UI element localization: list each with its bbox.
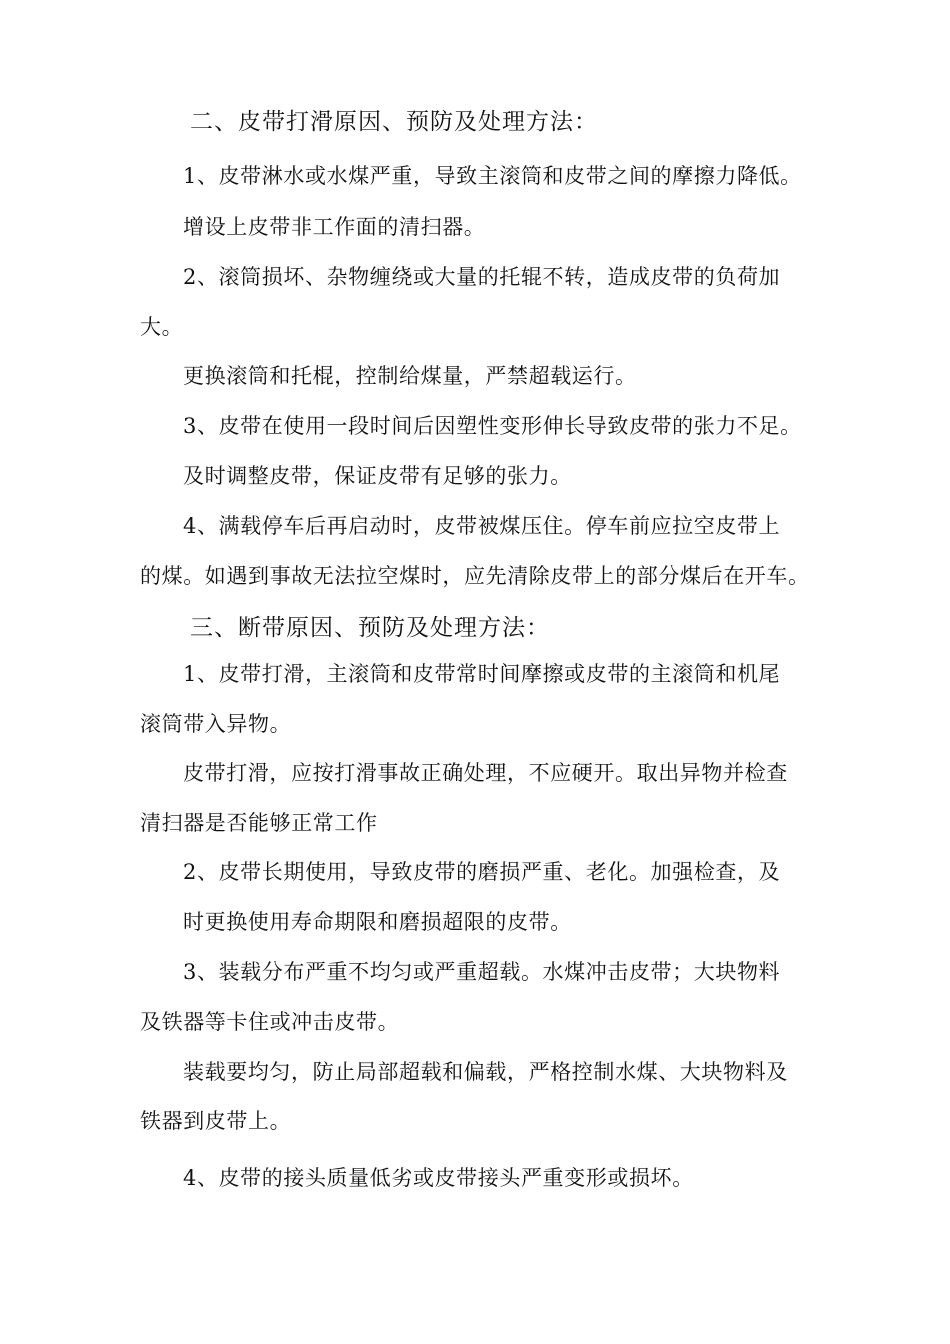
paragraph-line: 3、装载分布严重不均匀或严重超载。水煤冲击皮带；大块物料 <box>183 960 781 984</box>
paragraph-line: 皮带打滑，应按打滑事故正确处理，不应硬开。取出异物并检查 <box>183 761 788 785</box>
paragraph-line: 3、皮带在使用一段时间后因塑性变形伸长导致皮带的张力不足。 <box>183 414 802 438</box>
paragraph-line: 铁器到皮带上。 <box>140 1109 292 1133</box>
section-heading: 三、断带原因、预防及处理方法： <box>190 615 550 641</box>
paragraph-line: 装载要均匀，防止局部超载和偏载，严格控制水煤、大块物料及 <box>183 1060 788 1084</box>
paragraph-line: 大。 <box>140 315 184 339</box>
paragraph-line: 增设上皮带非工作面的清扫器。 <box>183 215 486 239</box>
paragraph-line: 滚筒带入异物。 <box>140 712 292 736</box>
paragraph-line: 时更换使用寿命期限和磨损超限的皮带。 <box>183 910 572 934</box>
paragraph-line: 清扫器是否能够正常工作 <box>140 811 378 835</box>
paragraph-line: 及铁器等卡住或冲击皮带。 <box>140 1010 400 1034</box>
paragraph-line: 及时调整皮带，保证皮带有足够的张力。 <box>183 464 572 488</box>
paragraph-line: 1、皮带打滑，主滚筒和皮带常时间摩擦或皮带的主滚筒和机尾 <box>183 662 781 686</box>
paragraph-line: 2、皮带长期使用，导致皮带的磨损严重、老化。加强检查，及 <box>183 860 781 884</box>
paragraph-line: 1、皮带淋水或水煤严重，导致主滚筒和皮带之间的摩擦力降低。 <box>183 164 802 188</box>
paragraph-line: 2、滚筒损坏、杂物缠绕或大量的托辊不转，造成皮带的负荷加 <box>183 265 781 289</box>
paragraph-line: 4、皮带的接头质量低劣或皮带接头严重变形或损坏。 <box>183 1166 694 1190</box>
paragraph-line: 的煤。如遇到事故无法拉空煤时，应先清除皮带上的部分煤后在开车。 <box>140 564 810 588</box>
paragraph-line: 4、满载停车后再启动时，皮带被煤压住。停车前应拉空皮带上 <box>183 514 781 538</box>
paragraph-line: 更换滚筒和托棍，控制给煤量，严禁超载运行。 <box>183 364 637 388</box>
section-heading: 二、皮带打滑原因、预防及处理方法： <box>190 109 598 135</box>
